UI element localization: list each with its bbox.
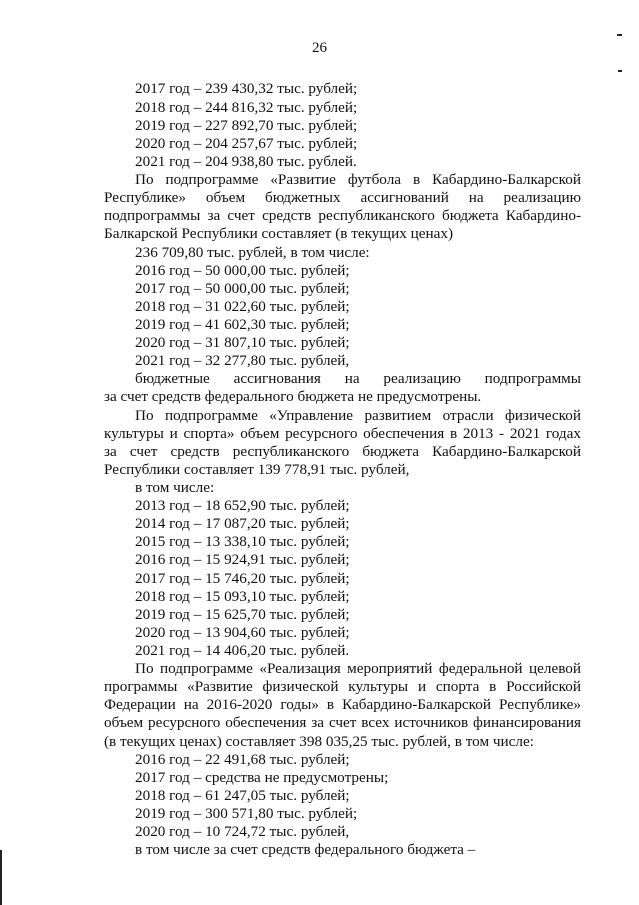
- text-line: 2020 год – 13 904,60 тыс. рублей;: [135, 624, 350, 641]
- text-line: По подпрограмме «Развитие футбола в Кабардино-Балкарской: [135, 171, 581, 188]
- scan-artifact-mark: [617, 34, 622, 36]
- text-line: 2017 год – 239 430,32 тыс. рублей;: [135, 80, 358, 97]
- text-line: 2020 год – 10 724,72 тыс. рублей,: [135, 823, 350, 840]
- text-line: объем ресурсного обеспечения за счет всех источников финансирования: [104, 714, 581, 731]
- text-line: за счет средств республиканского бюджета Кабардино-Балкарской: [104, 443, 581, 460]
- page-number: 26: [312, 40, 327, 56]
- text-line: бюджетные ассигнования на реализацию подпрограммы: [135, 370, 581, 387]
- text-line: 2017 год – средства не предусмотрены;: [135, 769, 389, 786]
- scan-edge-line: [0, 850, 2, 905]
- text-line: 2019 год – 15 625,70 тыс. рублей;: [135, 606, 350, 623]
- text-line: 236 709,80 тыс. рублей, в том числе:: [135, 244, 370, 261]
- text-line: 2021 год – 14 406,20 тыс. рублей.: [135, 642, 350, 659]
- text-line: 2017 год – 15 746,20 тыс. рублей;: [135, 570, 350, 587]
- text-line: в том числе:: [135, 479, 215, 496]
- text-line: в том числе за счет средств федерального бюджета –: [135, 841, 476, 858]
- text-line: 2018 год – 61 247,05 тыс. рублей;: [135, 787, 350, 804]
- text-line: (в текущих ценах) составляет 398 035,25 тыс. рублей, в том числе:: [104, 733, 534, 750]
- text-line: за счет средств федерального бюджета не предусмотрены.: [104, 388, 482, 405]
- text-line: 2018 год – 31 022,60 тыс. рублей;: [135, 298, 350, 315]
- text-line: 2016 год – 22 491,68 тыс. рублей;: [135, 751, 350, 768]
- text-line: 2018 год – 15 093,10 тыс. рублей;: [135, 588, 350, 605]
- text-line: 2021 год – 204 938,80 тыс. рублей.: [135, 153, 357, 170]
- text-line: 2016 год – 15 924,91 тыс. рублей;: [135, 551, 350, 568]
- scan-artifact-mark: [618, 70, 622, 72]
- text-line: программы «Развитие физической культуры и спорта в Российской: [104, 678, 581, 695]
- text-line: 2019 год – 227 892,70 тыс. рублей;: [135, 117, 358, 134]
- text-line: Республике» объем бюджетных ассигнований на реализацию: [104, 189, 581, 206]
- text-line: 2019 год – 300 571,80 тыс. рублей;: [135, 805, 358, 822]
- text-line: 2015 год – 13 338,10 тыс. рублей;: [135, 533, 350, 550]
- text-line: 2020 год – 31 807,10 тыс. рублей;: [135, 334, 350, 351]
- text-line: 2016 год – 50 000,00 тыс. рублей;: [135, 262, 350, 279]
- text-line: По подпрограмме «Управление развитием отрасли физической: [135, 407, 581, 424]
- text-line: 2013 год – 18 652,90 тыс. рублей;: [135, 497, 350, 514]
- text-line: 2020 год – 204 257,67 тыс. рублей;: [135, 135, 358, 152]
- text-line: 2014 год – 17 087,20 тыс. рублей;: [135, 515, 350, 532]
- text-line: 2021 год – 32 277,80 тыс. рублей,: [135, 352, 350, 369]
- text-line: Федерации на 2016-2020 годы» в Кабардино-Балкарской Республике»: [104, 696, 581, 713]
- text-line: 2017 год – 50 000,00 тыс. рублей;: [135, 280, 350, 297]
- text-line: Республики составляет 139 778,91 тыс. рублей,: [104, 461, 410, 478]
- text-line: По подпрограмме «Реализация мероприятий федеральной целевой: [135, 660, 581, 677]
- text-line: 2019 год – 41 602,30 тыс. рублей;: [135, 316, 350, 333]
- text-line: культуры и спорта» объем ресурсного обеспечения в 2013 - 2021 годах: [104, 425, 581, 442]
- text-line: Балкарской Республики составляет (в текущих ценах): [104, 225, 454, 242]
- text-line: 2018 год – 244 816,32 тыс. рублей;: [135, 99, 358, 116]
- text-line: подпрограммы за счет средств республиканского бюджета Кабардино-: [104, 207, 581, 224]
